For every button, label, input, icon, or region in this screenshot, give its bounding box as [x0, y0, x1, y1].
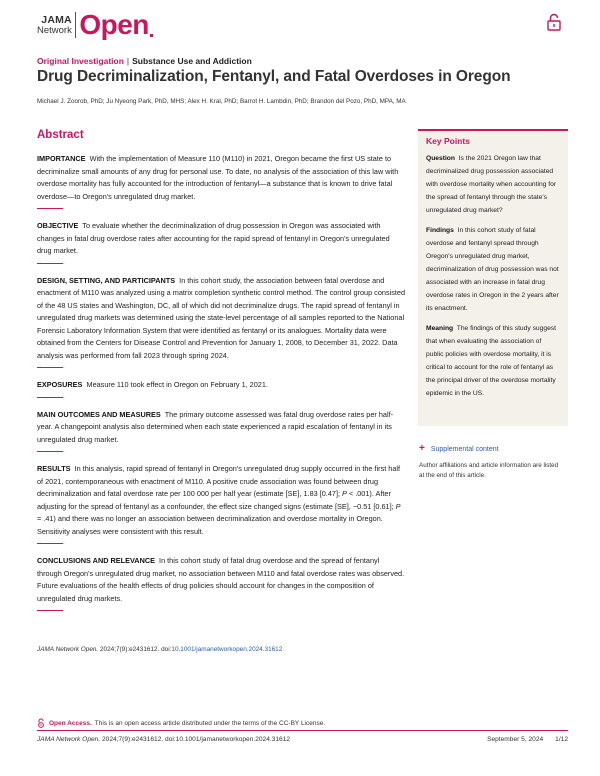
jama-network-open-logo[interactable] [37, 9, 153, 41]
results-label: RESULTS [37, 464, 71, 473]
section-divider [37, 543, 63, 544]
question-text: Is the 2021 Oregon law that decriminalized drug possession associated with overdose mortality when accounting for the spread of fentanyl through the state's unregulated drug market? [426, 155, 557, 214]
logo-divider [75, 12, 77, 38]
abstract-exposures [37, 379, 405, 392]
supplemental-content-link[interactable] [419, 444, 499, 454]
plus-icon: + [419, 443, 425, 454]
footer-divider [37, 730, 568, 731]
footer-journal: JAMA Network Open. [37, 736, 101, 743]
conclusions-text: In this cohort study of fatal drug overdose and the spread of fentanyl through Oregon's unregulated drug market, no association between M110 and fatal overdose rates was observed. Future evaluations of the health effects of drug policies should account for changes in the composition of unregulated drug markets. [37, 556, 405, 603]
results-p-value-symbol: P [342, 489, 347, 498]
abstract-body [37, 153, 405, 622]
importance-text: With the implementation of Measure 110 (M110) in 2021, Oregon became the first US state to decriminalize small amounts of any drug for personal use. To date, no analysis of the association of this law with overdose mortality has fully accounted for the introduction of fentanyl—a substance that is known to drive fatal overdose—to Oregon's unregulated drug market. [37, 154, 399, 201]
results-p-value-symbol: P [395, 501, 401, 511]
supplemental-label: Supplemental content [430, 445, 499, 453]
open-access-notice [37, 718, 325, 728]
citation-details: 2024;7(9):e2431612. doi: [98, 646, 172, 653]
results-text-c: = .41) and there was no longer an association between decriminalization and overdose mortality in Oregon. Sensitivity analyses were consistent with this result. [37, 514, 383, 536]
section-divider [37, 610, 63, 611]
abstract-results [37, 463, 405, 538]
exposures-label: EXPOSURES [37, 380, 83, 389]
open-access-text: This is an open access article distributed under the terms of the CC-BY License. [94, 719, 326, 727]
findings-text: In this cohort study of fatal overdose and fentanyl spread through Oregon's unregulated drug market, decriminalization of drug possession was not associated with an increase in fatal drug overdose rates in Oregon in the 2 years after its enactment. [426, 227, 559, 312]
abstract-outcomes [37, 409, 405, 447]
key-points-question [426, 152, 560, 217]
section-divider [37, 451, 63, 452]
logo-open-text: Open [79, 9, 149, 40]
key-points-box [418, 129, 568, 426]
outcomes-label: MAIN OUTCOMES AND MEASURES [37, 409, 161, 419]
citation-journal: JAMA Network Open. [37, 646, 99, 653]
citation-doi-link[interactable]: 10.1001/jamanetworkopen.2024.31612 [171, 646, 283, 653]
footer-citation-text: 2024;7(9):e2431612. doi:10.1001/jamanetworkopen.2024.31612 [100, 736, 291, 743]
affiliations-note: Author affiliations and article information are listed at the end of this article. [419, 462, 559, 479]
open-access-icon [37, 718, 45, 728]
key-points-title: Key Points [426, 136, 470, 146]
page-header [37, 9, 567, 41]
abstract-conclusions [37, 555, 405, 605]
abstract-heading: Abstract [37, 129, 84, 141]
abstract-importance [37, 153, 405, 203]
footer-meta [487, 736, 568, 743]
kicker-separator: | [126, 56, 130, 66]
objective-label: OBJECTIVE [37, 221, 79, 230]
key-points-findings [426, 224, 560, 315]
page-number: 1/12 [555, 736, 568, 743]
abstract-citation [37, 646, 282, 653]
conclusions-label: CONCLUSIONS AND RELEVANCE [37, 556, 155, 565]
article-authors: Michael J. Zoorob, PhD; Ju Nyeong Park, PhD, MHS; Alex H. Kral, PhD; Barrot H. Lambdin, PhD; Brandon del Pozo, PhD, MPA, MA [37, 98, 406, 105]
open-lock-icon[interactable] [547, 13, 561, 31]
findings-label: Findings [426, 227, 454, 234]
section-divider [37, 263, 63, 264]
logo-network-text: Network [37, 25, 72, 36]
meaning-label: Meaning [426, 325, 454, 332]
footer-citation [37, 736, 290, 743]
article-section: Substance Use and Addiction [132, 56, 252, 66]
design-text: In this cohort study, the association between fatal overdose and enactment of M110 was analyzed using a matrix completion synthetic control method. The control group consisted of the 48 US states and Washington, DC, all of which did not decriminalize drugs. The rapid spread of fentanyl in unregulated drug markets was determined using the state-level percentage of all samples reported to the National Forensic Laboratory Information System that were identified as fentanyl or its analogues. Mortality data were obtained from the Centers for Disease Control and Prevention for January 1, 2008, to December 31, 2022. Data analysis was performed from fall 2023 through spring 2024. [37, 275, 406, 360]
article-type: Original Investigation [37, 56, 124, 66]
results-text-b: < .001). After adjusting for the spread of fentanyl as a confounder, the effect size changed signs (estimate [SE], −0.51 [0.61]; [37, 489, 396, 511]
abstract-design [37, 275, 405, 363]
open-access-label: Open Access. [49, 719, 92, 727]
objective-text: To evaluate whether the decriminalization of drug possession in Oregon was associated with changes in fatal drug overdose rates after accounting for the rapid spread of fentanyl in Oregon's unregulated drug market. [37, 221, 390, 255]
logo-jama-text: JAMA [41, 13, 72, 26]
exposures-text: Measure 110 took effect in Oregon on February 1, 2021. [86, 380, 268, 389]
article-title: Drug Decriminalization, Fentanyl, and Fatal Overdoses in Oregon [37, 68, 511, 85]
key-points-meaning [426, 322, 560, 400]
logo-dot [150, 34, 153, 37]
article-kicker [37, 56, 252, 66]
meaning-text: The findings of this study suggest that when evaluating the association of public policies with overdose mortality, it is critical to account for the role of fentanyl as the principal driver of the overdose mortality epidemic in the US. [426, 325, 556, 397]
question-label: Question [426, 155, 455, 162]
design-label: DESIGN, SETTING, AND PARTICIPANTS [37, 275, 176, 285]
abstract-objective [37, 220, 405, 258]
section-divider [37, 397, 63, 398]
results-text-a: In this analysis, rapid spread of fentanyl in Oregon's unregulated drug supply occurred in the first half of 2021, contemporaneous with enactment of M110. A positive crude association was found between drug decriminalization and fatal overdose rate per 100 000 per half year (estimate [SE], 1.83 [0.47]; [37, 464, 401, 498]
section-divider [37, 367, 63, 368]
outcomes-text: The primary outcome assessed was fatal drug overdose rates per half-year. A changepoint analysis also determined when each state experienced a rapid escalation of fentanyl in its unregulated drug market. [37, 409, 394, 444]
section-divider [37, 208, 63, 209]
importance-label: IMPORTANCE [37, 154, 86, 163]
footer-date: September 5, 2024 [487, 736, 544, 743]
